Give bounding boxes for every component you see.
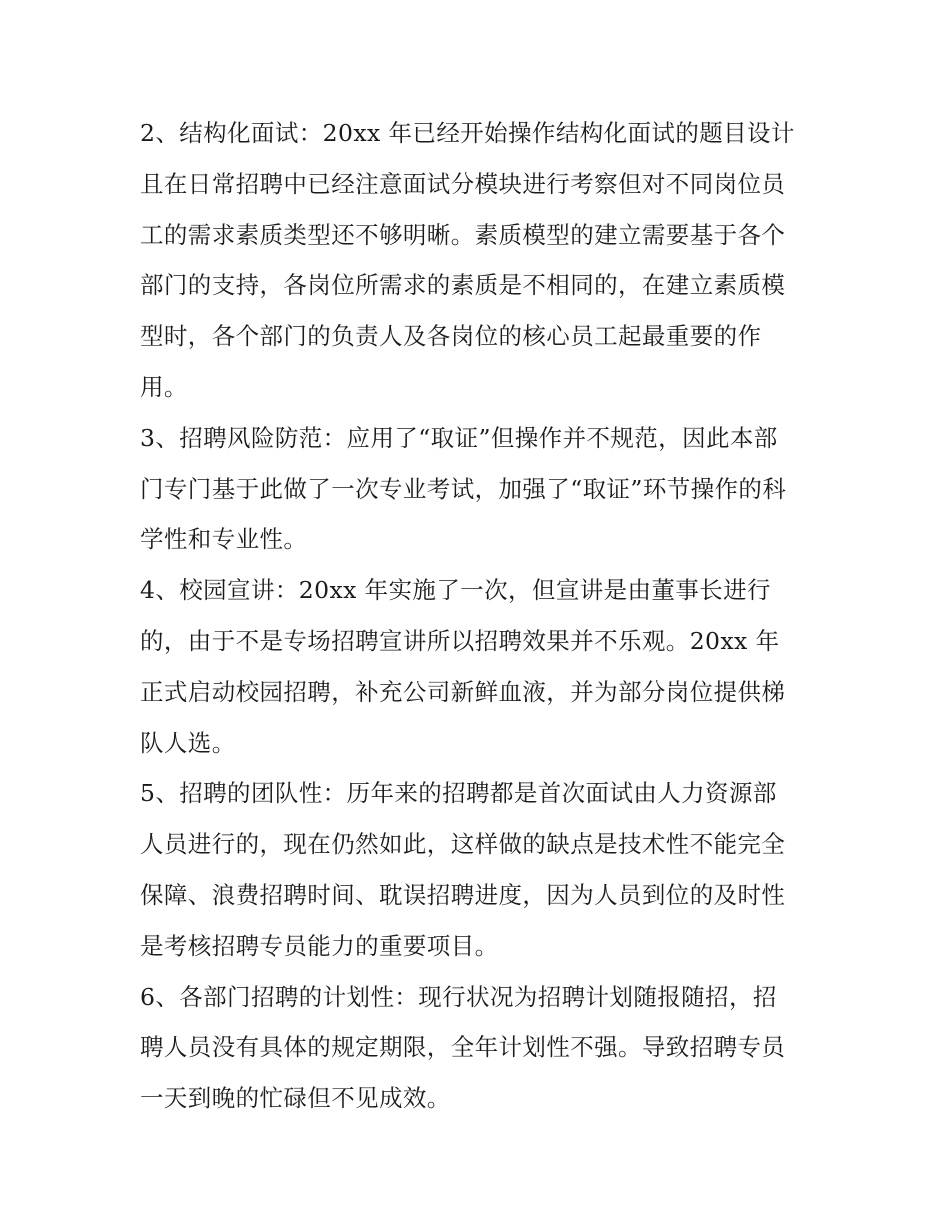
paragraph-item-5	[140, 768, 820, 971]
paragraph-item-6	[140, 972, 820, 1124]
text-line: 聘人员没有具体的规定期限，全年计划性不强。导致招聘专员	[140, 1033, 786, 1062]
text-line: 人员进行的，现在仍然如此，这样做的缺点是技术性不能完全	[140, 830, 786, 859]
text-line: 5、招聘的团队性：历年来的招聘都是首次面试由人力资源部	[140, 779, 777, 808]
text-line: 且在日常招聘中已经注意面试分模块进行考察但对不同岗位员	[140, 169, 786, 198]
text-line: 一天到晚的忙碌但不见成效。	[140, 1084, 451, 1113]
paragraph-item-3	[140, 413, 820, 565]
text-line: 是考核招聘专员能力的重要项目。	[140, 931, 499, 960]
text-line: 门专门基于此做了一次专业考试，加强了“取证”环节操作的科	[140, 474, 787, 503]
text-line: 部门的支持，各岗位所需求的素质是不相同的，在建立素质模	[140, 271, 786, 300]
text-line: 4、校园宣讲：20xx 年实施了一次，但宣讲是由董事长进行	[140, 576, 771, 605]
text-line: 的，由于不是专场招聘宣讲所以招聘效果并不乐观。20xx 年	[140, 626, 780, 655]
document-body	[140, 108, 820, 1124]
text-line: 3、招聘风险防范：应用了“取证”但操作并不规范，因此本部	[140, 423, 778, 452]
text-line: 用。	[140, 372, 188, 401]
text-line: 工的需求素质类型还不够明晰。素质模型的建立需要基于各个	[140, 220, 786, 249]
text-line: 型时，各个部门的负责人及各岗位的核心员工起最重要的作	[140, 322, 762, 351]
text-line: 队人选。	[140, 728, 236, 757]
text-line: 6、各部门招聘的计划性：现行状况为招聘计划随报随招，招	[140, 982, 777, 1011]
text-line: 正式启动校园招聘，补充公司新鲜血液，并为部分岗位提供梯	[140, 677, 786, 706]
text-line: 学性和专业性。	[140, 525, 308, 554]
text-line: 保障、浪费招聘时间、耽误招聘进度，因为人员到位的及时性	[140, 880, 786, 909]
text-line: 2、结构化面试：20xx 年已经开始操作结构化面试的题目设计	[140, 119, 795, 147]
paragraph-item-2	[140, 108, 820, 413]
paragraph-item-4	[140, 565, 820, 768]
